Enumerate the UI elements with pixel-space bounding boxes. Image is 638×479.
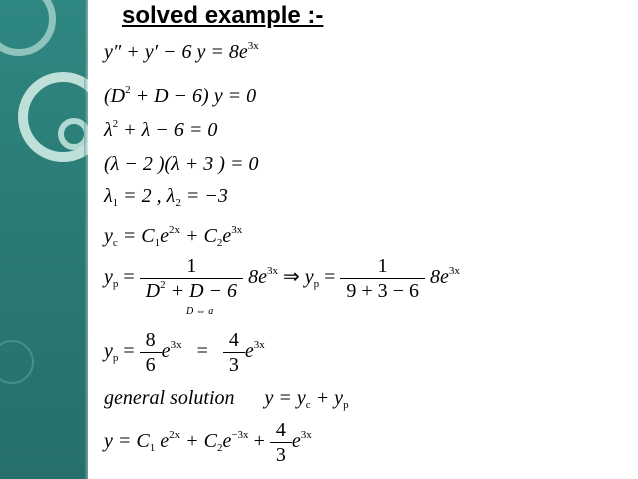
eq-text: y	[104, 225, 113, 247]
exponent: −3x	[231, 428, 249, 441]
fraction-bar	[140, 352, 162, 353]
eq-text: (D	[104, 85, 126, 107]
subscript: c	[305, 398, 311, 411]
eq-text: y = C	[104, 430, 150, 453]
fraction-denominator: 3	[275, 444, 286, 466]
equation-line-4	[104, 154, 258, 174]
fraction-denominator: 3	[228, 354, 239, 376]
eq-text: (λ − 2 )(λ + 3 ) = 0	[104, 153, 259, 175]
subscript: p	[112, 277, 119, 290]
subscript: 2	[216, 236, 223, 249]
eq-text: e	[222, 225, 232, 247]
equation-line-7	[104, 256, 460, 301]
eq-text: + C	[180, 430, 217, 453]
fraction-denominator	[140, 278, 243, 302]
eq-text: y = y	[264, 387, 306, 409]
eq-text: y″ + y′ − 6 y = 8e	[104, 41, 248, 63]
eq-text: λ	[104, 185, 113, 207]
exponent: 2	[160, 278, 166, 291]
fraction-numerator: 8	[145, 329, 156, 351]
equation-line-2	[104, 83, 257, 107]
eq-text: D	[145, 280, 161, 302]
subscript: p	[313, 277, 320, 290]
subscript: 2	[175, 196, 181, 209]
subscript: c	[112, 236, 118, 249]
equation-line-9	[104, 387, 349, 411]
eq-text: y	[104, 266, 113, 289]
eq-text: = 2 , λ	[118, 185, 176, 207]
eq-text: e	[222, 430, 232, 453]
exponent: 2	[112, 117, 119, 130]
eq-text: + D − 6	[165, 280, 238, 302]
exponent: 3x	[170, 338, 182, 351]
fraction	[340, 256, 425, 301]
eq-text: =	[118, 266, 135, 289]
exponent: 2x	[169, 223, 181, 236]
eq-text: 8e	[429, 266, 449, 289]
subscript: 1	[154, 236, 161, 249]
fraction-numerator: 1	[186, 255, 197, 277]
eq-text: = C	[117, 225, 155, 247]
fraction-numerator: 4	[275, 419, 286, 441]
equation-line-5	[104, 185, 228, 209]
fraction-bar	[340, 278, 425, 279]
eq-text: + C	[180, 225, 217, 247]
eq-text: y	[104, 340, 113, 363]
subscript: 2	[216, 441, 223, 454]
sidebar-edge	[84, 0, 88, 479]
equation-line-3	[104, 117, 218, 141]
fraction-bar	[223, 352, 245, 353]
fraction-denominator: 9 + 3 − 6	[346, 280, 419, 302]
sidebar-background	[0, 0, 88, 479]
eq-text: λ	[104, 119, 113, 141]
eq-text: + y	[310, 387, 344, 409]
exponent: 2x	[169, 428, 181, 441]
eq-text: e	[160, 225, 170, 247]
slide-title: solved example :-	[122, 2, 324, 29]
equation-line-8	[104, 330, 265, 375]
exponent: 3x	[247, 39, 259, 52]
eq-text: 8e	[248, 266, 267, 289]
fraction-bar	[270, 442, 292, 443]
eq-text: e	[291, 430, 301, 453]
fraction	[223, 330, 245, 375]
eq-text: e	[244, 340, 254, 363]
equation-line-6	[104, 223, 243, 249]
exponent: 3x	[448, 264, 460, 277]
fraction-denominator: 6	[145, 354, 156, 376]
eq-text: + λ − 6 = 0	[118, 119, 218, 141]
fraction-numerator: 1	[377, 255, 388, 277]
equation-line-1	[104, 39, 259, 63]
fraction	[140, 256, 243, 301]
exponent: 3x	[300, 428, 312, 441]
exponent: 2	[125, 83, 131, 96]
eq-text: = −3	[180, 185, 228, 207]
eq-text: =	[118, 340, 135, 363]
implies-symbol: ⇒	[282, 266, 300, 289]
eq-text: +	[248, 430, 265, 453]
fraction	[140, 330, 162, 375]
eq-text: y	[304, 266, 314, 289]
exponent: 3x	[253, 338, 265, 351]
fraction-numerator: 4	[228, 329, 239, 351]
subscript: 1	[112, 196, 119, 209]
eq-text: =	[319, 266, 336, 289]
decorative-sidebar	[0, 0, 88, 479]
subscript: p	[343, 398, 349, 411]
subscript: 1	[149, 441, 156, 454]
eq-text: e	[155, 430, 170, 453]
operator-note: D ⇔ a	[186, 306, 214, 317]
fraction	[270, 420, 292, 465]
eq-text: e	[161, 340, 171, 363]
eq-text: + D − 6) y = 0	[130, 85, 257, 107]
exponent: 3x	[231, 223, 243, 236]
eq-text: =	[196, 340, 208, 363]
subscript: p	[112, 351, 119, 364]
fraction-bar	[140, 278, 243, 279]
equation-line-10	[104, 420, 312, 465]
eq-text: general solution	[104, 387, 235, 409]
exponent: 3x	[266, 264, 278, 277]
